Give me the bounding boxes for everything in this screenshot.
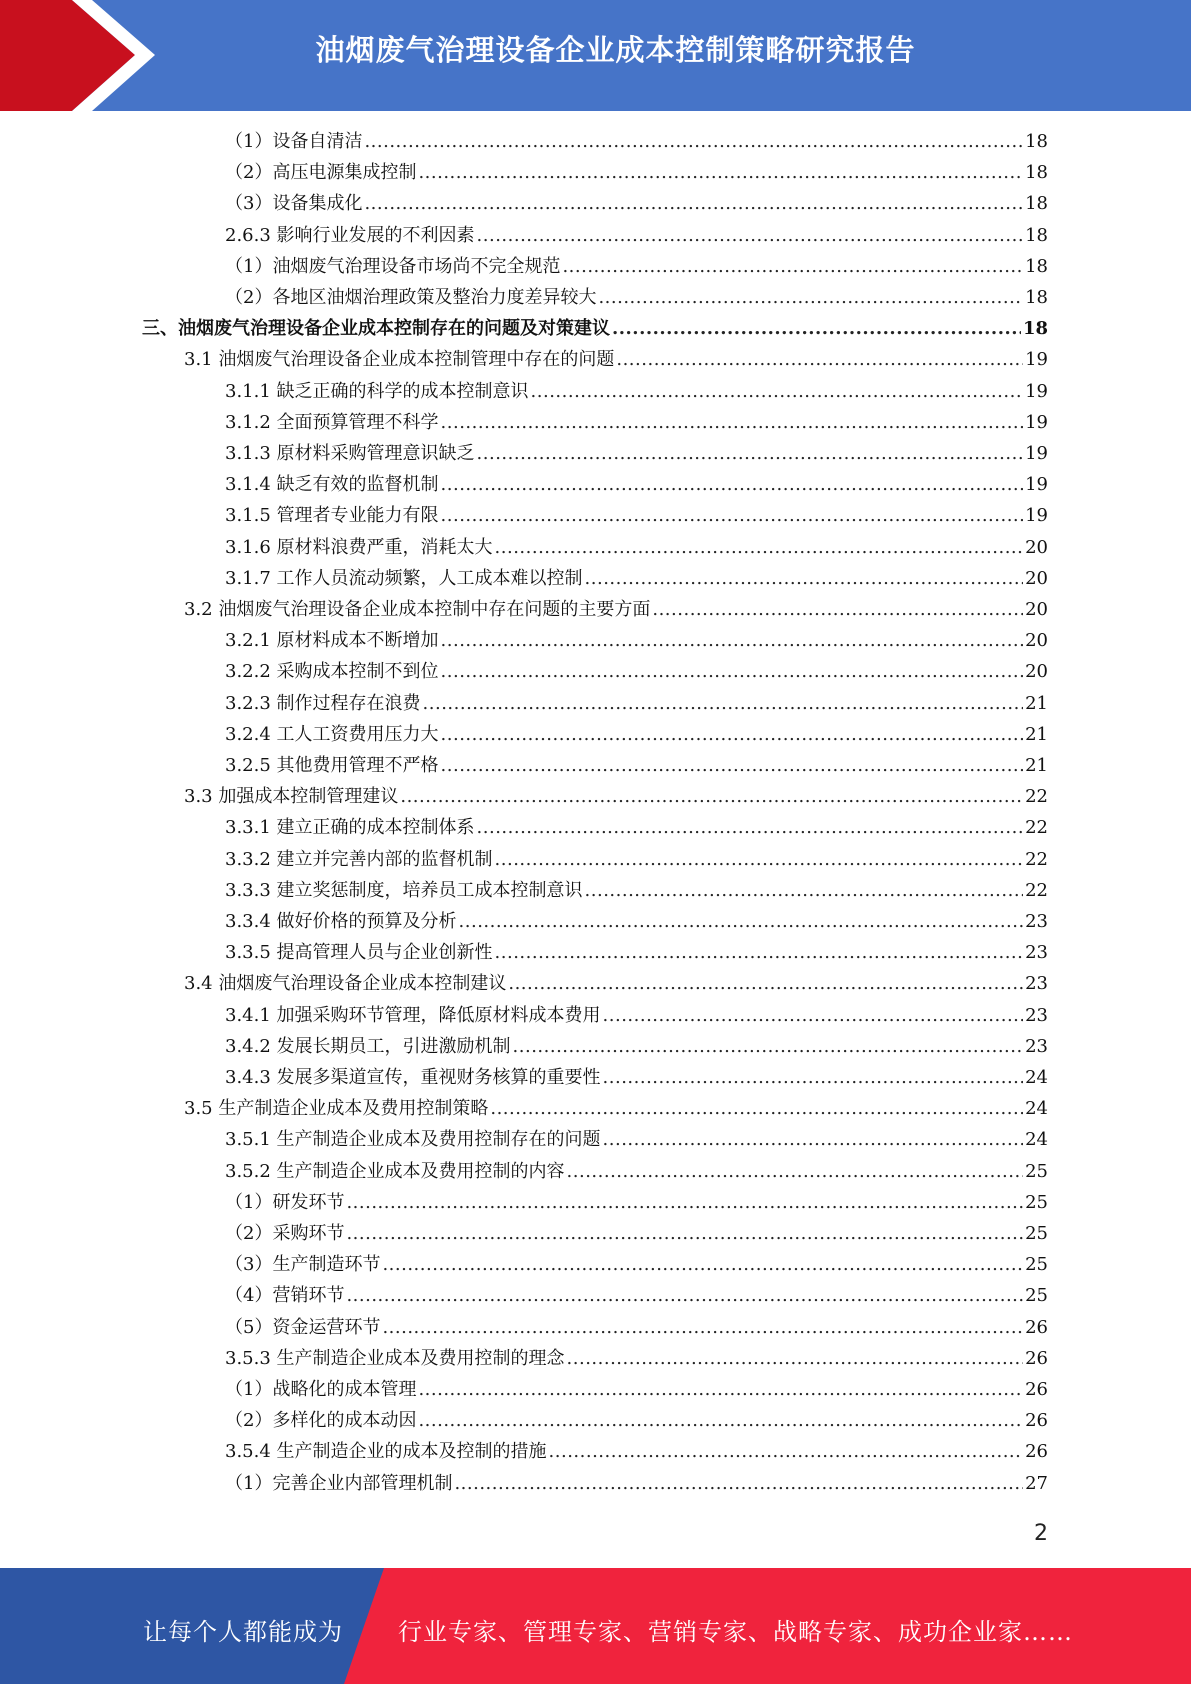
toc-dot-leader	[495, 537, 1024, 558]
toc-entry-page: 26	[1025, 1441, 1048, 1463]
toc-entry-label: 三、油烟废气治理设备企业成本控制存在的问题及对策建议	[142, 318, 610, 340]
toc-entry-label: 3.4.2 发展长期员工，引进激励机制	[225, 1035, 511, 1057]
toc-entry-label: （2）各地区油烟治理政策及整治力度差异较大	[225, 287, 597, 308]
toc-dot-leader	[616, 349, 1023, 370]
toc-entry[interactable]	[184, 969, 1048, 999]
toc-dot-leader	[441, 661, 1024, 682]
toc-entry[interactable]	[225, 689, 1048, 719]
toc-entry-label: 3.1.6 原材料浪费严重，消耗太大	[225, 536, 493, 558]
header-banner	[0, 0, 1191, 111]
toc-entry-label: 3.3.1 建立正确的成本控制体系	[225, 817, 475, 839]
toc-entry[interactable]	[225, 501, 1048, 531]
toc-entry-label: 3.2 油烟废气治理设备企业成本控制中存在问题的主要方面	[184, 599, 651, 620]
toc-entry[interactable]	[225, 1063, 1048, 1093]
toc-entry[interactable]	[225, 720, 1048, 750]
toc-entry-page: 21	[1025, 755, 1048, 776]
toc-entry-page: 24	[1025, 1129, 1048, 1151]
toc-entry-page: 23	[1025, 973, 1048, 995]
toc-entry[interactable]	[184, 345, 1048, 375]
toc-entry-label: 3.4.1 加强采购环节管理，降低原材料成本费用	[225, 1004, 601, 1026]
toc-dot-leader	[382, 1254, 1023, 1275]
toc-entry-page: 18	[1025, 162, 1048, 184]
toc-entry[interactable]	[225, 1250, 1048, 1280]
toc-entry[interactable]	[184, 782, 1048, 812]
toc-entry-page: 22	[1025, 848, 1048, 870]
toc-dot-leader	[567, 1348, 1024, 1369]
toc-entry-page: 20	[1025, 661, 1048, 683]
toc-dot-leader	[459, 911, 1024, 932]
toc-entry-label: 3.3.2 建立并完善内部的监督机制	[225, 848, 493, 870]
toc-entry[interactable]	[225, 1188, 1048, 1218]
toc-dot-leader	[477, 443, 1024, 464]
toc-entry[interactable]	[225, 876, 1048, 906]
toc-entry[interactable]	[225, 1313, 1048, 1343]
toc-dot-leader	[562, 256, 1023, 277]
toc-entry-page: 25	[1025, 1254, 1048, 1276]
toc-entry-label: 3.3.3 建立奖惩制度，培养员工成本控制意识	[225, 879, 583, 901]
toc-entry-page: 20	[1025, 599, 1048, 620]
toc-entry[interactable]	[225, 1281, 1048, 1311]
toc-dot-leader	[598, 287, 1023, 308]
toc-entry[interactable]	[225, 1032, 1048, 1062]
toc-entry-label: （1）完善企业内部管理机制	[225, 1472, 453, 1494]
toc-entry-page: 26	[1025, 1379, 1048, 1400]
toc-entry-label: 3.3 加强成本控制管理建议	[184, 786, 399, 808]
toc-entry-page: 26	[1025, 1410, 1048, 1432]
toc-dot-leader	[364, 131, 1023, 152]
toc-entry-page: 22	[1025, 879, 1048, 901]
toc-entry-label: （3）生产制造环节	[225, 1254, 381, 1276]
toc-entry-page: 18	[1025, 131, 1048, 152]
toc-dot-leader	[603, 1005, 1024, 1026]
toc-entry-page: 18	[1025, 287, 1048, 308]
toc-entry-page: 24	[1025, 1098, 1048, 1120]
toc-entry-page: 21	[1025, 723, 1048, 745]
toc-dot-leader	[382, 1317, 1023, 1338]
toc-entry-label: （1）设备自清洁	[225, 131, 363, 152]
toc-dot-leader	[495, 942, 1024, 963]
toc-entry[interactable]	[225, 845, 1048, 875]
toc-entry[interactable]	[225, 221, 1048, 251]
toc-entry-page: 22	[1025, 786, 1048, 808]
toc-entry-label: 3.5.1 生产制造企业成本及费用控制存在的问题	[225, 1129, 601, 1151]
toc-entry-label: 3.1 油烟废气治理设备企业成本控制管理中存在的问题	[184, 349, 615, 371]
toc-entry-label: 3.5 生产制造企业成本及费用控制策略	[184, 1098, 489, 1120]
toc-entry[interactable]	[225, 938, 1048, 968]
toc-entry-page: 19	[1025, 505, 1048, 527]
footer-slogan-left: 让每个人都能成为	[143, 1618, 343, 1646]
toc-entry[interactable]	[225, 408, 1048, 438]
toc-entry-label: 3.1.5 管理者专业能力有限	[225, 505, 439, 527]
toc-dot-leader	[441, 755, 1024, 776]
toc-entry[interactable]	[225, 813, 1048, 843]
page-number: 2	[1034, 1521, 1048, 1546]
toc-entry[interactable]	[225, 439, 1048, 469]
toc-dot-leader	[549, 1441, 1024, 1462]
toc-entry-page: 23	[1025, 942, 1048, 964]
toc-dot-leader	[364, 193, 1023, 214]
toc-entry[interactable]	[225, 1157, 1048, 1187]
toc-entry-label: 2.6.3 影响行业发展的不利因素	[225, 224, 475, 246]
toc-entry[interactable]	[225, 657, 1048, 687]
toc-entry-label: （4）营销环节	[225, 1285, 345, 1307]
toc-dot-leader	[490, 1098, 1023, 1119]
toc-entry-page: 19	[1025, 380, 1048, 402]
toc-entry-label: 3.1.3 原材料采购管理意识缺乏	[225, 443, 475, 464]
toc-entry-label: 3.1.4 缺乏有效的监督机制	[225, 474, 439, 496]
toc-entry-page: 23	[1025, 1035, 1048, 1057]
toc-entry-page: 18	[1022, 318, 1048, 340]
toc-entry-label: 3.2.3 制作过程存在浪费	[225, 692, 421, 714]
toc-entry-page: 20	[1025, 567, 1048, 589]
toc-entry[interactable]	[225, 564, 1048, 594]
toc-entry-label: 3.2.5 其他费用管理不严格	[225, 755, 439, 776]
toc-entry-page: 25	[1025, 1191, 1048, 1213]
toc-entry[interactable]	[225, 1469, 1048, 1499]
toc-entry-page: 18	[1025, 193, 1048, 215]
toc-dot-leader	[513, 1036, 1024, 1057]
toc-dot-leader	[454, 1473, 1023, 1494]
toc-dot-leader	[418, 1379, 1023, 1400]
toc-dot-leader	[441, 412, 1024, 433]
toc-entry-page: 21	[1025, 692, 1048, 714]
toc-dot-leader	[495, 849, 1024, 870]
toc-entry-label: 3.3.5 提高管理人员与企业创新性	[225, 942, 493, 964]
toc-entry-page: 23	[1025, 911, 1048, 932]
toc-entry-label: 3.5.2 生产制造企业成本及费用控制的内容	[225, 1160, 565, 1182]
toc-entry[interactable]	[225, 1125, 1048, 1155]
toc-entry[interactable]	[225, 1344, 1048, 1374]
toc-entry-page: 26	[1025, 1316, 1048, 1338]
toc-dot-leader	[423, 693, 1024, 714]
toc-entry-page: 20	[1025, 536, 1048, 558]
toc-entry[interactable]	[225, 1406, 1048, 1436]
toc-entry[interactable]	[225, 189, 1048, 219]
toc-entry-page: 27	[1025, 1472, 1048, 1494]
toc-dot-leader	[531, 381, 1024, 402]
toc-entry[interactable]	[225, 1375, 1048, 1405]
toc-entry[interactable]	[225, 283, 1048, 313]
toc-dot-leader	[477, 225, 1024, 246]
toc-entry-label: （3）设备集成化	[225, 193, 363, 215]
toc-entry-label: 3.2.1 原材料成本不断增加	[225, 630, 439, 652]
toc-dot-leader	[441, 505, 1024, 526]
toc-entry-label: 3.5.3 生产制造企业成本及费用控制的理念	[225, 1347, 565, 1369]
toc-entry[interactable]	[142, 314, 1048, 344]
toc-entry[interactable]	[225, 907, 1048, 937]
toc-entry-page: 24	[1025, 1067, 1048, 1088]
toc-entry-label: 3.5.4 生产制造企业的成本及控制的措施	[225, 1441, 547, 1463]
toc-entry-label: 3.1.7 工作人员流动频繁，人工成本难以控制	[225, 567, 583, 589]
toc-entry-page: 19	[1025, 443, 1048, 464]
toc-entry-label: 3.2.2 采购成本控制不到位	[225, 661, 439, 683]
toc-entry[interactable]	[225, 158, 1048, 188]
toc-entry-label: 3.4 油烟废气治理设备企业成本控制建议	[184, 973, 507, 995]
toc-entry[interactable]	[225, 1001, 1048, 1031]
toc-dot-leader	[441, 630, 1024, 651]
toc-entry-label: 3.1.2 全面预算管理不科学	[225, 411, 439, 433]
toc-entry-label: 3.2.4 工人工资费用压力大	[225, 723, 439, 745]
toc-entry[interactable]	[225, 252, 1048, 282]
toc-dot-leader	[418, 162, 1023, 183]
toc-entry-page: 18	[1025, 224, 1048, 246]
toc-dot-leader	[603, 1129, 1024, 1150]
toc-entry-page: 19	[1025, 411, 1048, 433]
toc-entry[interactable]	[184, 595, 1048, 625]
toc-entry-page: 22	[1025, 817, 1048, 839]
toc-entry[interactable]	[225, 470, 1048, 500]
toc-dot-leader	[346, 1192, 1023, 1213]
toc-dot-leader	[508, 973, 1023, 994]
toc-dot-leader	[418, 1410, 1023, 1431]
toc-dot-leader	[441, 724, 1024, 745]
toc-entry-label: 3.1.1 缺乏正确的科学的成本控制意识	[225, 380, 529, 402]
toc-entry[interactable]	[184, 1094, 1048, 1124]
toc-entry[interactable]	[225, 377, 1048, 407]
toc-entry-label: 3.4.3 发展多渠道宣传，重视财务核算的重要性	[225, 1067, 601, 1088]
toc-entry-page: 20	[1025, 630, 1048, 652]
toc-entry[interactable]	[225, 127, 1048, 157]
toc-entry-label: （1）研发环节	[225, 1191, 345, 1213]
toc-entry-label: （2）高压电源集成控制	[225, 162, 417, 184]
toc-entry[interactable]	[225, 533, 1048, 563]
toc-entry-page: 23	[1025, 1004, 1048, 1026]
toc-dot-leader	[612, 318, 1021, 339]
toc-entry-page: 26	[1025, 1347, 1048, 1369]
toc-dot-leader	[477, 817, 1024, 838]
toc-entry-label: （1）油烟废气治理设备市场尚不完全规范	[225, 255, 561, 277]
toc-dot-leader	[567, 1161, 1024, 1182]
toc-dot-leader	[603, 1067, 1024, 1088]
toc-entry[interactable]	[225, 1219, 1048, 1249]
toc-entry-label: （1）战略化的成本管理	[225, 1379, 417, 1400]
toc-entry-label: （2）采购环节	[225, 1223, 345, 1244]
footer-banner	[0, 1568, 1191, 1684]
toc-dot-leader	[441, 474, 1024, 495]
toc-dot-leader	[652, 599, 1023, 620]
toc-entry-page: 19	[1025, 349, 1048, 371]
toc-dot-leader	[585, 880, 1024, 901]
toc-entry-page: 25	[1025, 1160, 1048, 1182]
toc-entry-label: （2）多样化的成本动因	[225, 1410, 417, 1432]
toc-entry-page: 25	[1025, 1285, 1048, 1307]
toc-dot-leader	[585, 568, 1024, 589]
footer-slogan-right: 行业专家、管理专家、营销专家、战略专家、成功企业家……	[398, 1618, 1073, 1646]
toc-dot-leader	[346, 1285, 1023, 1306]
toc-entry[interactable]	[225, 1437, 1048, 1467]
toc-entry-label: 3.3.4 做好价格的预算及分析	[225, 911, 457, 932]
toc-dot-leader	[346, 1223, 1023, 1244]
toc-entry-page: 18	[1025, 255, 1048, 277]
toc-entry-page: 19	[1025, 474, 1048, 496]
toc-dot-leader	[400, 786, 1023, 807]
toc-entry[interactable]	[225, 751, 1048, 781]
toc-entry[interactable]	[225, 626, 1048, 656]
toc-entry-page: 25	[1025, 1223, 1048, 1244]
toc-entry-label: （5）资金运营环节	[225, 1316, 381, 1338]
header-title: 油烟废气治理设备企业成本控制策略研究报告	[315, 33, 916, 67]
